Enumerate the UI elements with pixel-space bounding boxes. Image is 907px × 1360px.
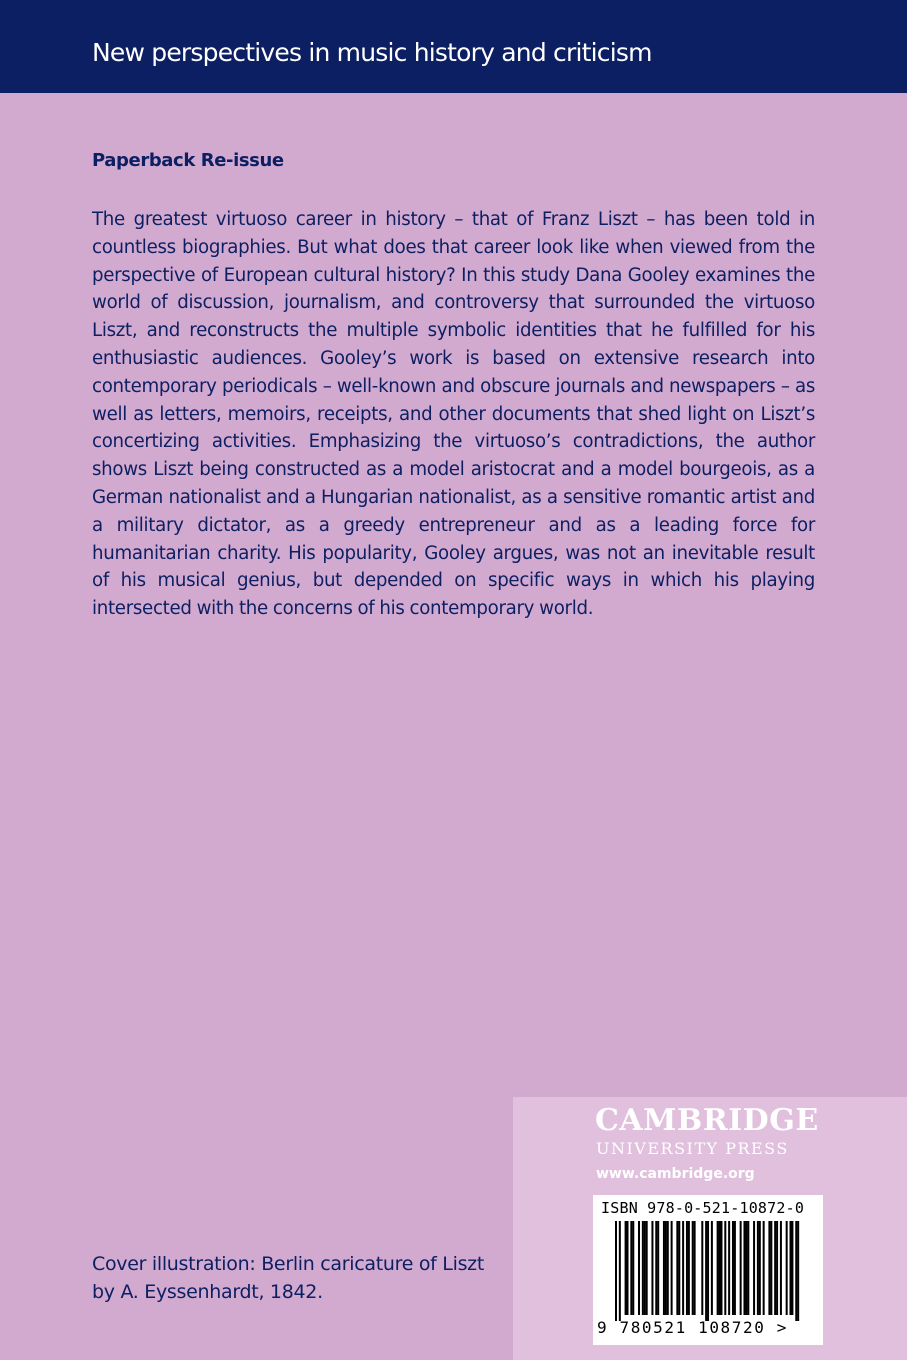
barcode-bar	[686, 1221, 688, 1315]
barcode-bar	[789, 1221, 791, 1315]
publisher-url: www.cambridge.org	[596, 1166, 755, 1182]
barcode-bar	[774, 1221, 776, 1315]
book-blurb: The greatest virtuoso career in history – that of Franz Liszt – has been told in countless biographies. But what does that career look like when viewed from the perspective of European cultural history? In this study Dana Gooley examines the world of discussion, journalism, and controversy that surrounded the virtuoso Liszt, and reconstructs the multiple symbolic identities that he fulfilled for his enthusiastic audiences. Gooley’s work is based on extensive research into contemporary periodicals – well-known and obscure journals and newspapers – as well as letters, memoirs, receipts, and other documents that shed light on Liszt’s concertizing activities. Emphasizing the virtuoso’s contradictions, the author shows Liszt being constructed as a model aristocrat and a model bourgeois, as a German nationalist and a Hungarian nationalist, as a sensitive romantic artist and a military dictator, as a greedy entrepreneur and as a leading force for humanitarian charity. His popularity, Gooley argues, was not an inevitable result of his musical genius, but depended on specific ways in which his playing intersected with the concerns of his contemporary world.	[92, 209, 815, 620]
barcode-bar	[728, 1221, 730, 1315]
barcode-bar	[717, 1221, 719, 1315]
barcode-bar	[644, 1221, 646, 1315]
barcode-bar	[625, 1221, 627, 1315]
barcode-bar	[678, 1221, 680, 1315]
series-title: New perspectives in music history and criticism	[92, 38, 652, 67]
barcode-bar	[720, 1221, 722, 1315]
barcode-bar	[768, 1221, 770, 1315]
barcode-bar	[632, 1221, 634, 1315]
barcode-bar	[791, 1221, 793, 1315]
barcode-bar	[682, 1221, 684, 1315]
barcode-bar	[747, 1221, 749, 1315]
barcode-bar	[642, 1221, 644, 1315]
edition-label: Paperback Re-issue	[92, 150, 284, 171]
barcode-bar	[651, 1221, 653, 1315]
barcode-bar	[667, 1221, 669, 1315]
barcode-bar	[786, 1221, 788, 1315]
barcode-bar	[711, 1221, 713, 1315]
barcode-bar	[701, 1221, 703, 1315]
barcode-bar	[763, 1221, 765, 1315]
barcode-bar	[745, 1221, 747, 1315]
barcode-bar	[657, 1221, 659, 1315]
barcode-bar	[688, 1221, 690, 1315]
barcode-bar	[638, 1221, 640, 1315]
barcode-bar	[655, 1221, 657, 1315]
barcode-bar	[615, 1221, 617, 1321]
series-header-band	[0, 0, 907, 93]
cover-illustration-credit: Cover illustration: Berlin caricature of Liszt by A. Eyssenhardt, 1842.	[92, 1253, 484, 1303]
barcode-bar	[665, 1221, 667, 1315]
barcode-bar	[676, 1221, 678, 1315]
barcode-bar	[671, 1221, 673, 1315]
barcode-bar	[795, 1221, 797, 1321]
barcode-bar	[780, 1221, 782, 1315]
barcode-bar	[627, 1221, 629, 1315]
barcode-bar	[732, 1221, 734, 1315]
barcode-bar	[757, 1221, 759, 1315]
barcode-bar	[619, 1221, 621, 1321]
barcode-bar	[770, 1221, 772, 1315]
barcode-bar	[694, 1221, 696, 1315]
barcode-bar	[692, 1221, 694, 1315]
isbn-label: ISBN 978-0-521-10872-0	[601, 1199, 805, 1217]
publisher-logo-name: CAMBRIDGE	[595, 1103, 819, 1138]
barcode-bar	[740, 1221, 742, 1315]
barcode-bar	[776, 1221, 778, 1315]
barcode-bar	[663, 1221, 665, 1315]
barcode-bar	[630, 1221, 632, 1315]
isbn-barcode	[593, 1195, 823, 1345]
barcode-bar	[759, 1221, 761, 1315]
barcode-bar	[734, 1221, 736, 1315]
barcode-bar	[707, 1221, 709, 1321]
barcode-bar	[646, 1221, 648, 1315]
barcode-bar	[724, 1221, 726, 1315]
barcode-bar	[743, 1221, 745, 1315]
barcode-bar	[719, 1221, 721, 1315]
barcode-bar	[797, 1221, 799, 1321]
barcode-bar	[753, 1221, 755, 1315]
publisher-logo-subtitle: UNIVERSITY PRESS	[596, 1139, 789, 1158]
barcode-digits: 9 780521 108720 >	[597, 1318, 788, 1337]
barcode-bar	[705, 1221, 707, 1321]
publisher-panel	[513, 1097, 907, 1360]
